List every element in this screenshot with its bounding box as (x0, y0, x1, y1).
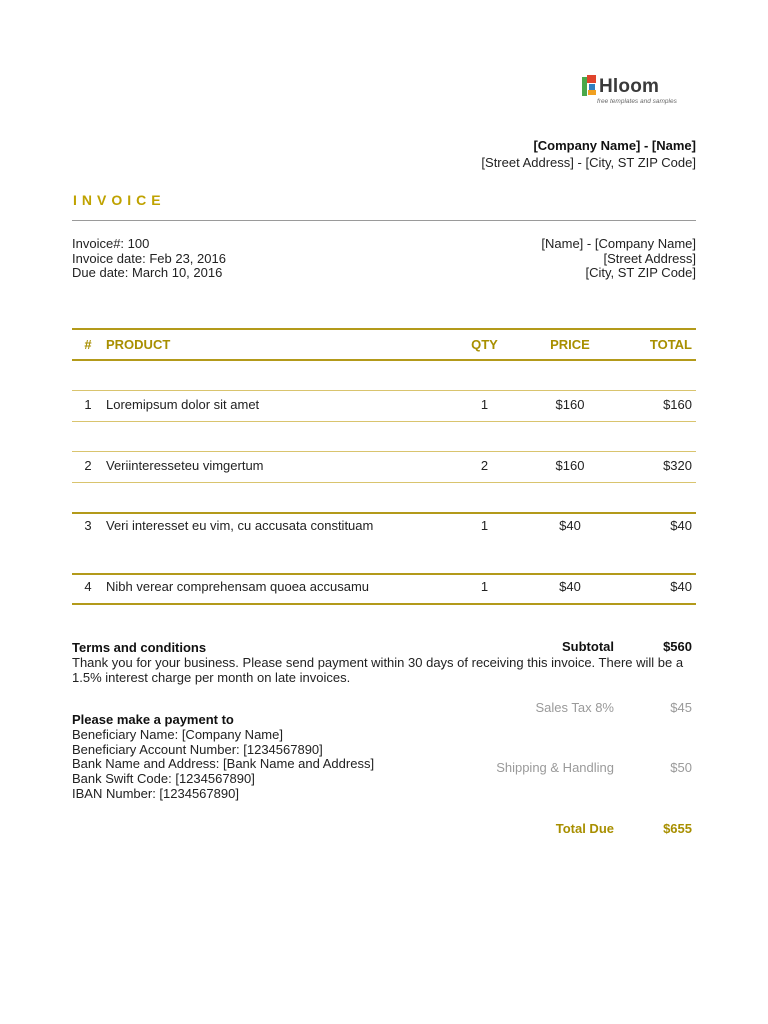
invoice-number: Invoice#: 100 (72, 236, 150, 251)
shipping-value: $50 (670, 760, 692, 775)
sender-address: [Street Address] - [City, ST ZIP Code] (481, 155, 696, 170)
invoice-info (72, 237, 226, 281)
row-product: Loremipsum dolor sit amet (106, 397, 260, 412)
row-num: 1 (84, 397, 92, 412)
total-due-value: $655 (663, 821, 692, 836)
subtotal-rule (72, 512, 696, 514)
header-price: PRICE (550, 337, 590, 352)
bank-swift: Bank Swift Code: [1234567890] (72, 771, 255, 787)
payment-title: Please make a payment to (72, 712, 234, 727)
header-bottom-rule (72, 359, 696, 361)
table-row (72, 390, 696, 420)
total-due-label: Total Due (555, 821, 614, 836)
iban-number: IBAN Number: [1234567890] (72, 785, 239, 801)
row-num: 4 (84, 579, 92, 594)
sender-company: [Company Name] - [Name] (533, 138, 696, 153)
hloom-logo (581, 75, 691, 111)
row-price: $40 (559, 579, 581, 594)
row-total: $160 (663, 397, 692, 412)
beneficiary-account: Beneficiary Account Number: [1234567890] (72, 741, 323, 757)
row-price: $160 (555, 397, 585, 412)
total-due-row (72, 814, 696, 844)
invoice-title: INVOICE (73, 192, 166, 208)
bill-to (541, 237, 696, 281)
table-bottom-rule (72, 603, 696, 605)
table-row (72, 572, 696, 602)
terms-section (72, 641, 696, 685)
header-divider (72, 220, 696, 221)
row-divider (72, 390, 696, 391)
subtotal-value: $560 (663, 639, 692, 654)
row-divider (72, 482, 696, 483)
terms-title: Terms and conditions (72, 640, 207, 655)
bill-to-street: [Street Address] (603, 250, 696, 266)
invoice-due-date: Due date: March 10, 2016 (72, 265, 223, 280)
subtotal-label: Subtotal (562, 639, 614, 654)
hloom-logo-mark-icon (581, 75, 601, 97)
row-num: 2 (84, 458, 92, 473)
table-row (72, 451, 696, 481)
row-product: Veri interesset eu vim, cu accusata constituam (106, 518, 374, 533)
logo-tagline: free templates and samples (597, 98, 677, 105)
header-product: PRODUCT (106, 337, 171, 352)
row-divider (72, 421, 696, 422)
row-product: Veriinteresseteu vimgertum (106, 458, 264, 473)
logo-wordmark: Hloom (599, 76, 660, 97)
row-price: $40 (559, 518, 581, 533)
bank-name-address: Bank Name and Address: [Bank Name and Address] (72, 756, 375, 772)
header-qty: QTY (471, 337, 498, 352)
beneficiary-name: Beneficiary Name: [Company Name] (72, 726, 283, 742)
row-num: 3 (84, 518, 92, 533)
row-qty: 1 (480, 518, 489, 533)
header-total: TOTAL (649, 337, 692, 352)
row-price: $160 (555, 458, 585, 473)
bill-to-name: [Name] - [Company Name] (541, 236, 696, 251)
table-row (72, 511, 696, 541)
shipping-label: Shipping & Handling (496, 760, 614, 775)
row-qty: 2 (480, 458, 489, 473)
payment-section (72, 713, 696, 802)
tax-value: $45 (670, 700, 692, 715)
row-total: $40 (670, 518, 692, 533)
row-total: $320 (663, 458, 692, 473)
row-qty: 1 (480, 397, 489, 412)
terms-text: Thank you for your business. Please send payment within 30 days of receiving this invoice. There will be a 1.5% interest charge per month on late invoices. (72, 654, 684, 685)
row-qty: 1 (480, 579, 489, 594)
table-header-row (72, 330, 696, 360)
bill-to-city: [City, ST ZIP Code] (585, 265, 696, 280)
invoice-date: Invoice date: Feb 23, 2016 (72, 250, 226, 266)
row-total: $40 (670, 579, 692, 594)
total-top-rule (72, 573, 696, 575)
row-divider (72, 451, 696, 452)
row-product: Nibh verear comprehensam quoea accusamu (106, 579, 370, 594)
header-num: # (84, 337, 92, 352)
tax-label: Sales Tax 8% (535, 700, 614, 715)
